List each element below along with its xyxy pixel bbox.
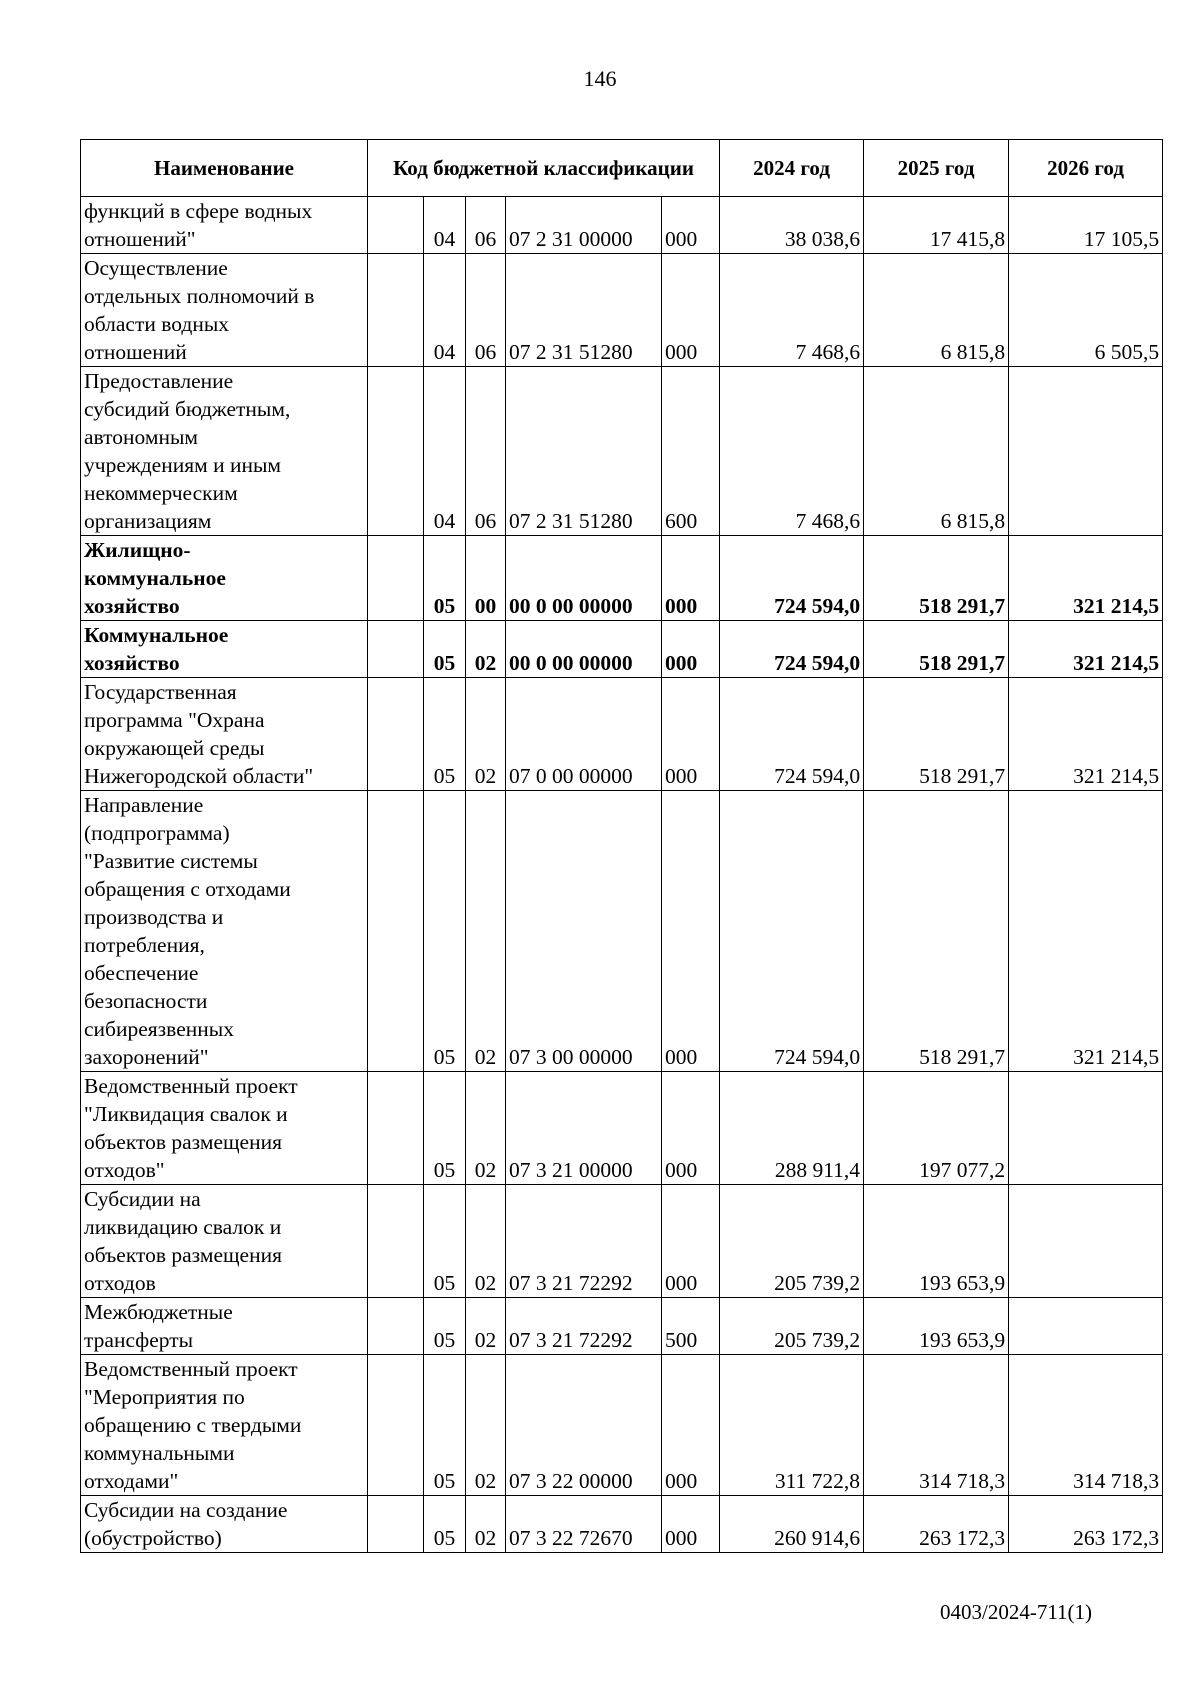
page-number: 146 bbox=[583, 66, 617, 91]
row-target-code: 07 3 21 72292 bbox=[506, 1185, 662, 1298]
row-spacer bbox=[368, 1072, 424, 1185]
row-section-code: 05 bbox=[424, 1072, 466, 1185]
row-amount-2025: 518 291,7 bbox=[864, 621, 1009, 678]
row-name: Направление (подпрограмма) "Развитие системы обращения с отходами производства и потребления, обеспечение безопасности сибиреязвенных захоронений" bbox=[81, 791, 368, 1072]
row-amount-2024: 7 468,6 bbox=[720, 367, 864, 536]
row-section-code: 05 bbox=[424, 1355, 466, 1496]
row-section-code: 04 bbox=[424, 197, 466, 254]
table-row bbox=[81, 1072, 1163, 1185]
row-amount-2026: 321 214,5 bbox=[1009, 536, 1163, 621]
row-expense-type-code: 000 bbox=[662, 1072, 720, 1185]
row-expense-type-code: 000 bbox=[662, 254, 720, 367]
table-row bbox=[81, 1355, 1163, 1496]
row-target-code: 07 2 31 51280 bbox=[506, 367, 662, 536]
row-amount-2026: 321 214,5 bbox=[1009, 678, 1163, 791]
row-spacer bbox=[368, 621, 424, 678]
table-row bbox=[81, 621, 1163, 678]
row-amount-2024: 724 594,0 bbox=[720, 621, 864, 678]
row-amount-2025: 6 815,8 bbox=[864, 254, 1009, 367]
row-subsection-code: 02 bbox=[466, 1072, 506, 1185]
row-spacer bbox=[368, 1298, 424, 1355]
row-amount-2025: 518 291,7 bbox=[864, 536, 1009, 621]
row-amount-2025: 518 291,7 bbox=[864, 678, 1009, 791]
row-subsection-code: 02 bbox=[466, 1185, 506, 1298]
row-expense-type-code: 000 bbox=[662, 536, 720, 621]
row-expense-type-code: 000 bbox=[662, 1496, 720, 1553]
row-expense-type-code: 000 bbox=[662, 1355, 720, 1496]
row-section-code: 05 bbox=[424, 791, 466, 1072]
row-name: Субсидии на ликвидацию свалок и объектов размещения отходов bbox=[81, 1185, 368, 1298]
row-target-code: 07 2 31 00000 bbox=[506, 197, 662, 254]
row-amount-2024: 311 722,8 bbox=[720, 1355, 864, 1496]
table-body bbox=[81, 197, 1163, 1553]
row-target-code: 07 3 21 72292 bbox=[506, 1298, 662, 1355]
row-amount-2024: 7 468,6 bbox=[720, 254, 864, 367]
row-amount-2026: 321 214,5 bbox=[1009, 621, 1163, 678]
header-2025: 2025 год bbox=[864, 140, 1009, 197]
row-name: Субсидии на создание (обустройство) bbox=[81, 1496, 368, 1553]
row-target-code: 07 3 00 00000 bbox=[506, 791, 662, 1072]
row-section-code: 05 bbox=[424, 536, 466, 621]
row-expense-type-code: 000 bbox=[662, 791, 720, 1072]
table-row bbox=[81, 791, 1163, 1072]
row-expense-type-code: 000 bbox=[662, 197, 720, 254]
row-expense-type-code: 500 bbox=[662, 1298, 720, 1355]
row-subsection-code: 06 bbox=[466, 197, 506, 254]
row-amount-2024: 205 739,2 bbox=[720, 1185, 864, 1298]
row-section-code: 04 bbox=[424, 254, 466, 367]
row-spacer bbox=[368, 1185, 424, 1298]
row-amount-2024: 260 914,6 bbox=[720, 1496, 864, 1553]
table-row bbox=[81, 367, 1163, 536]
budget-table bbox=[80, 139, 1163, 1553]
row-amount-2024: 724 594,0 bbox=[720, 536, 864, 621]
row-name: Ведомственный проект "Мероприятия по обращению с твердыми коммунальными отходами" bbox=[81, 1355, 368, 1496]
row-amount-2026: 314 718,3 bbox=[1009, 1355, 1163, 1496]
row-amount-2024: 205 739,2 bbox=[720, 1298, 864, 1355]
row-subsection-code: 02 bbox=[466, 1496, 506, 1553]
row-expense-type-code: 600 bbox=[662, 367, 720, 536]
row-amount-2025: 193 653,9 bbox=[864, 1298, 1009, 1355]
row-amount-2024: 724 594,0 bbox=[720, 791, 864, 1072]
table-row bbox=[81, 536, 1163, 621]
row-amount-2025: 193 653,9 bbox=[864, 1185, 1009, 1298]
row-target-code: 07 0 00 00000 bbox=[506, 678, 662, 791]
row-name: Предоставление субсидий бюджетным, автономным учреждениям и иным некоммерческим организациям bbox=[81, 367, 368, 536]
row-name: Жилищно- коммунальное хозяйство bbox=[81, 536, 368, 621]
header-2024: 2024 год bbox=[720, 140, 864, 197]
row-spacer bbox=[368, 1496, 424, 1553]
row-name: Коммунальное хозяйство bbox=[81, 621, 368, 678]
row-expense-type-code: 000 bbox=[662, 1185, 720, 1298]
row-target-code: 00 0 00 00000 bbox=[506, 536, 662, 621]
row-subsection-code: 02 bbox=[466, 621, 506, 678]
row-spacer bbox=[368, 791, 424, 1072]
row-amount-2026: 263 172,3 bbox=[1009, 1496, 1163, 1553]
table-row bbox=[81, 254, 1163, 367]
table-header-row bbox=[81, 140, 1163, 197]
document-id: 0403/2024-711(1) bbox=[940, 1600, 1093, 1624]
row-amount-2026: 6 505,5 bbox=[1009, 254, 1163, 367]
table-row bbox=[81, 1298, 1163, 1355]
row-name: Осуществление отдельных полномочий в области водных отношений bbox=[81, 254, 368, 367]
row-subsection-code: 02 bbox=[466, 1355, 506, 1496]
row-amount-2026 bbox=[1009, 1072, 1163, 1185]
row-subsection-code: 06 bbox=[466, 367, 506, 536]
row-spacer bbox=[368, 678, 424, 791]
row-section-code: 04 bbox=[424, 367, 466, 536]
row-target-code: 07 3 22 72670 bbox=[506, 1496, 662, 1553]
row-name: Государственная программа "Охрана окружающей среды Нижегородской области" bbox=[81, 678, 368, 791]
row-spacer bbox=[368, 254, 424, 367]
row-amount-2026 bbox=[1009, 1185, 1163, 1298]
table-row bbox=[81, 197, 1163, 254]
row-amount-2026: 17 105,5 bbox=[1009, 197, 1163, 254]
row-name: Ведомственный проект "Ликвидация свалок и объектов размещения отходов" bbox=[81, 1072, 368, 1185]
row-amount-2026 bbox=[1009, 367, 1163, 536]
row-name: Межбюджетные трансферты bbox=[81, 1298, 368, 1355]
row-subsection-code: 02 bbox=[466, 678, 506, 791]
row-spacer bbox=[368, 197, 424, 254]
row-name: функций в сфере водных отношений" bbox=[81, 197, 368, 254]
header-name: Наименование bbox=[81, 140, 368, 197]
row-amount-2025: 518 291,7 bbox=[864, 791, 1009, 1072]
table-row bbox=[81, 1496, 1163, 1553]
row-spacer bbox=[368, 367, 424, 536]
row-amount-2025: 17 415,8 bbox=[864, 197, 1009, 254]
row-section-code: 05 bbox=[424, 1496, 466, 1553]
row-section-code: 05 bbox=[424, 1185, 466, 1298]
header-code: Код бюджетной классификации bbox=[368, 140, 720, 197]
row-target-code: 07 3 22 00000 bbox=[506, 1355, 662, 1496]
table-row bbox=[81, 678, 1163, 791]
row-expense-type-code: 000 bbox=[662, 678, 720, 791]
row-spacer bbox=[368, 536, 424, 621]
row-target-code: 07 3 21 00000 bbox=[506, 1072, 662, 1185]
row-subsection-code: 00 bbox=[466, 536, 506, 621]
table-row bbox=[81, 1185, 1163, 1298]
row-expense-type-code: 000 bbox=[662, 621, 720, 678]
row-subsection-code: 02 bbox=[466, 1298, 506, 1355]
header-2026: 2026 год bbox=[1009, 140, 1163, 197]
row-target-code: 00 0 00 00000 bbox=[506, 621, 662, 678]
row-section-code: 05 bbox=[424, 678, 466, 791]
row-amount-2025: 263 172,3 bbox=[864, 1496, 1009, 1553]
row-spacer bbox=[368, 1355, 424, 1496]
row-amount-2025: 6 815,8 bbox=[864, 367, 1009, 536]
row-amount-2024: 288 911,4 bbox=[720, 1072, 864, 1185]
row-section-code: 05 bbox=[424, 1298, 466, 1355]
row-subsection-code: 02 bbox=[466, 791, 506, 1072]
row-amount-2024: 38 038,6 bbox=[720, 197, 864, 254]
row-amount-2026: 321 214,5 bbox=[1009, 791, 1163, 1072]
row-target-code: 07 2 31 51280 bbox=[506, 254, 662, 367]
row-subsection-code: 06 bbox=[466, 254, 506, 367]
row-amount-2025: 197 077,2 bbox=[864, 1072, 1009, 1185]
row-amount-2025: 314 718,3 bbox=[864, 1355, 1009, 1496]
row-amount-2026 bbox=[1009, 1298, 1163, 1355]
row-section-code: 05 bbox=[424, 621, 466, 678]
row-amount-2024: 724 594,0 bbox=[720, 678, 864, 791]
